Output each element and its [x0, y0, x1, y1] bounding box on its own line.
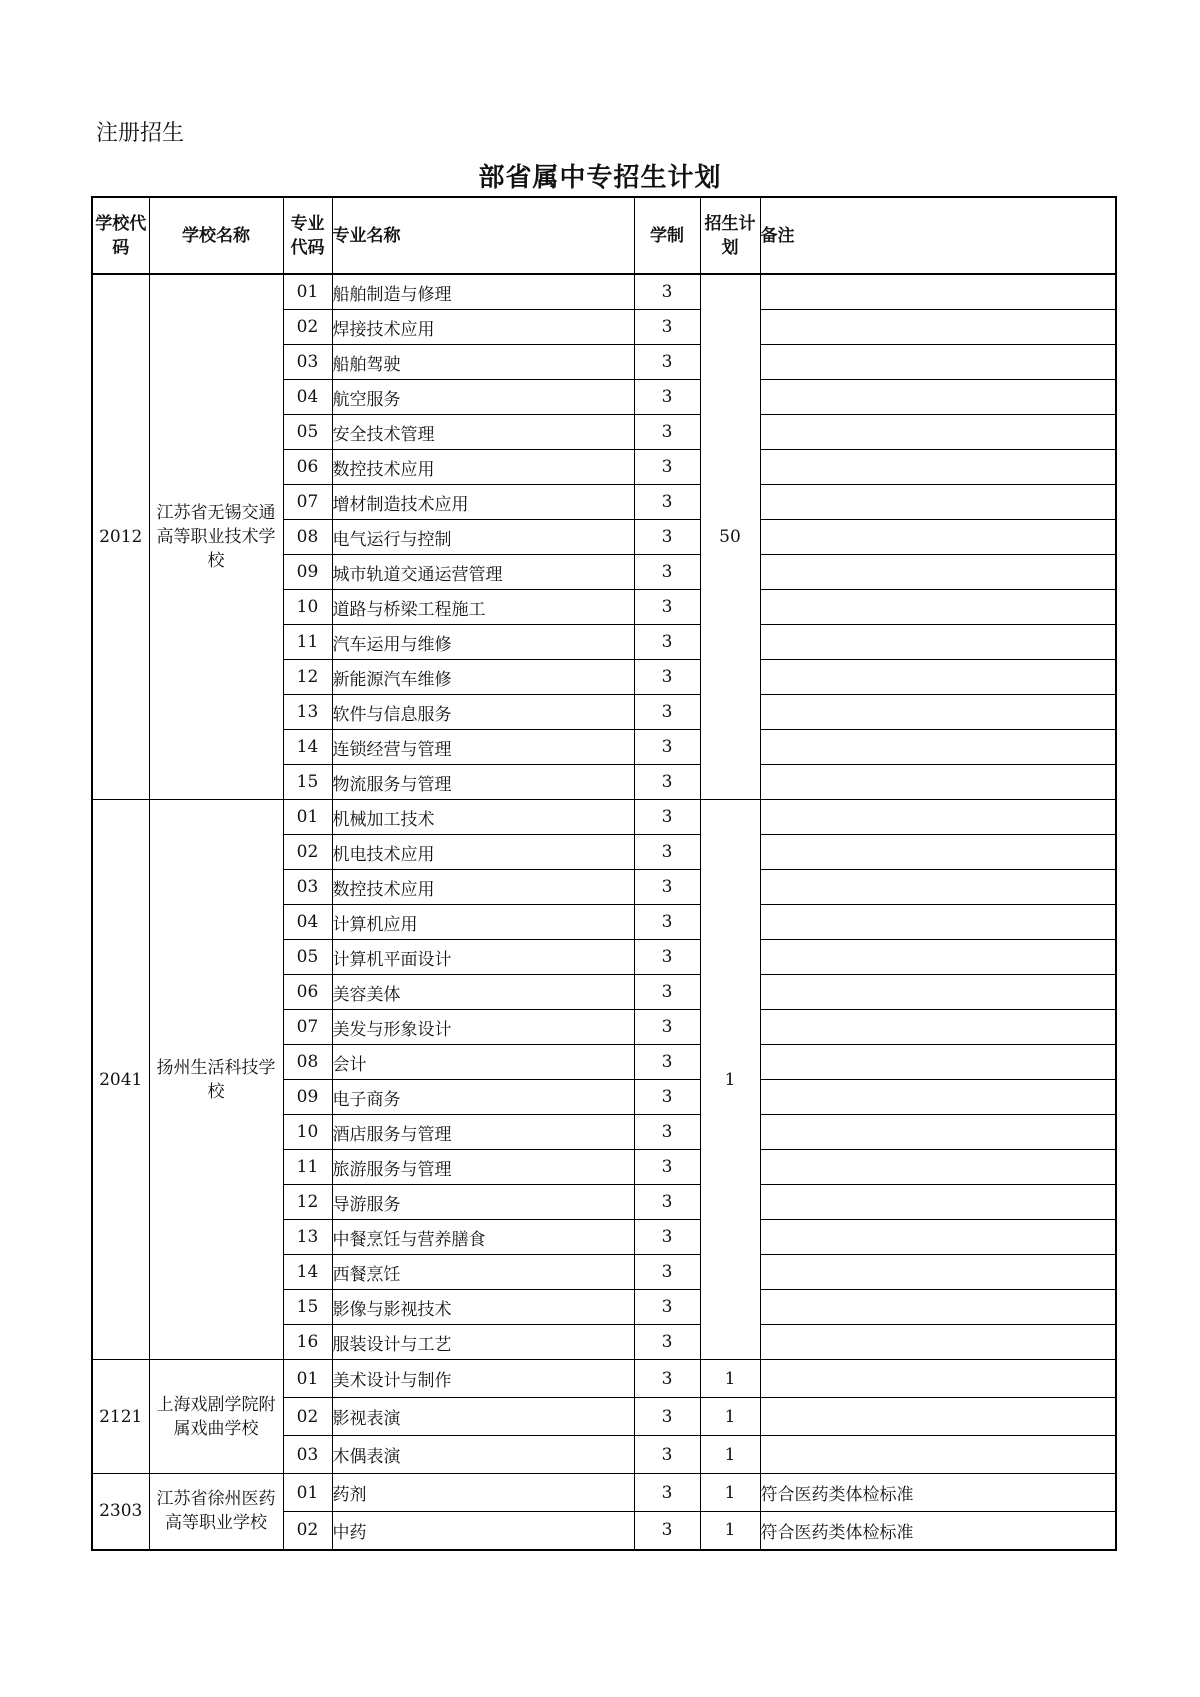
- major-code: 08: [283, 520, 332, 555]
- remark: [760, 905, 1116, 940]
- major-code: 08: [283, 1045, 332, 1080]
- major-code: 02: [283, 1398, 332, 1436]
- header-plan-label: 招生计划: [704, 213, 756, 258]
- remark: [760, 274, 1116, 310]
- header-major-name-label: 专业名称: [332, 225, 401, 246]
- study-years: 3: [634, 905, 700, 940]
- study-years: 3: [634, 1325, 700, 1360]
- major-name: 城市轨道交通运营管理: [332, 555, 634, 590]
- header-school-name-label: 学校名称: [182, 225, 250, 246]
- major-name: 会计: [332, 1045, 634, 1080]
- header-major-name: [332, 197, 634, 274]
- major-code: 11: [283, 1150, 332, 1185]
- major-name: 美发与形象设计: [332, 1010, 634, 1045]
- major-code: 13: [283, 695, 332, 730]
- major-name: 航空服务: [332, 380, 634, 415]
- school-code: 2303: [92, 1474, 149, 1550]
- major-name: 影像与影视技术: [332, 1290, 634, 1325]
- study-years: 3: [634, 485, 700, 520]
- major-code: 10: [283, 590, 332, 625]
- study-years: 3: [634, 1474, 700, 1512]
- remark: [760, 765, 1116, 800]
- remark: [760, 870, 1116, 905]
- major-code: 05: [283, 940, 332, 975]
- major-name: 船舶驾驶: [332, 345, 634, 380]
- remark: [760, 1220, 1116, 1255]
- major-code: 09: [283, 555, 332, 590]
- page-label: 注册招生: [96, 121, 185, 146]
- major-code: 02: [283, 1512, 332, 1550]
- study-years: 3: [634, 1220, 700, 1255]
- remark: [760, 625, 1116, 660]
- remark: [760, 1150, 1116, 1185]
- remark: [760, 1185, 1116, 1220]
- remark: [760, 380, 1116, 415]
- header-remark: [760, 197, 1116, 274]
- study-years: 3: [634, 274, 700, 310]
- study-years: 3: [634, 940, 700, 975]
- major-code: 04: [283, 905, 332, 940]
- study-years: 3: [634, 870, 700, 905]
- major-name: 数控技术应用: [332, 450, 634, 485]
- school-name: 江苏省徐州医药高等职业学校: [149, 1474, 283, 1550]
- header-years: [634, 197, 700, 274]
- enrollment-plan: 1: [700, 1436, 760, 1474]
- remark: [760, 485, 1116, 520]
- remark: [760, 1255, 1116, 1290]
- major-name: 安全技术管理: [332, 415, 634, 450]
- study-years: 3: [634, 345, 700, 380]
- study-years: 3: [634, 590, 700, 625]
- major-name: 增材制造技术应用: [332, 485, 634, 520]
- study-years: 3: [634, 310, 700, 345]
- major-code: 15: [283, 1290, 332, 1325]
- study-years: 3: [634, 1398, 700, 1436]
- study-years: 3: [634, 1360, 700, 1398]
- major-name: 电子商务: [332, 1080, 634, 1115]
- enrollment-plan: 1: [700, 1474, 760, 1512]
- remark: [760, 800, 1116, 835]
- study-years: 3: [634, 450, 700, 485]
- school-code: 2041: [92, 800, 149, 1360]
- remark: 符合医药类体检标准: [760, 1512, 1116, 1550]
- major-name: 中药: [332, 1512, 634, 1550]
- enrollment-plan: 1: [700, 1398, 760, 1436]
- major-code: 11: [283, 625, 332, 660]
- major-code: 06: [283, 975, 332, 1010]
- major-name: 焊接技术应用: [332, 310, 634, 345]
- enrollment-plan: 1: [700, 1360, 760, 1398]
- header-years-label: 学制: [650, 225, 684, 246]
- major-code: 01: [283, 274, 332, 310]
- study-years: 3: [634, 975, 700, 1010]
- remark: [760, 1115, 1116, 1150]
- table-row: [92, 800, 1116, 835]
- major-code: 14: [283, 1255, 332, 1290]
- major-code: 16: [283, 1325, 332, 1360]
- major-name: 汽车运用与维修: [332, 625, 634, 660]
- major-code: 01: [283, 1474, 332, 1512]
- study-years: 3: [634, 1010, 700, 1045]
- remark: [760, 730, 1116, 765]
- study-years: 3: [634, 1045, 700, 1080]
- study-years: 3: [634, 1080, 700, 1115]
- study-years: 3: [634, 555, 700, 590]
- major-name: 导游服务: [332, 1185, 634, 1220]
- remark: [760, 345, 1116, 380]
- major-name: 计算机平面设计: [332, 940, 634, 975]
- school-name: 江苏省无锡交通高等职业技术学校: [149, 274, 283, 800]
- study-years: 3: [634, 1150, 700, 1185]
- study-years: 3: [634, 1115, 700, 1150]
- remark: [760, 520, 1116, 555]
- major-name: 电气运行与控制: [332, 520, 634, 555]
- major-name: 机械加工技术: [332, 800, 634, 835]
- major-code: 05: [283, 415, 332, 450]
- remark: [760, 415, 1116, 450]
- major-code: 01: [283, 800, 332, 835]
- enrollment-plan: 1: [700, 800, 760, 1360]
- header-school-code-label: 学校代码: [95, 213, 147, 258]
- school-name: 扬州生活科技学校: [149, 800, 283, 1360]
- study-years: 3: [634, 730, 700, 765]
- remark: [760, 1290, 1116, 1325]
- major-code: 02: [283, 835, 332, 870]
- major-code: 07: [283, 485, 332, 520]
- remark: [760, 660, 1116, 695]
- study-years: 3: [634, 625, 700, 660]
- table-row: [92, 1360, 1116, 1398]
- table-row: [92, 1474, 1116, 1512]
- major-code: 01: [283, 1360, 332, 1398]
- remark: [760, 1080, 1116, 1115]
- major-name: 美容美体: [332, 975, 634, 1010]
- remark: [760, 1045, 1116, 1080]
- remark: [760, 835, 1116, 870]
- major-code: 03: [283, 870, 332, 905]
- remark: [760, 940, 1116, 975]
- major-name: 连锁经营与管理: [332, 730, 634, 765]
- major-code: 09: [283, 1080, 332, 1115]
- major-name: 软件与信息服务: [332, 695, 634, 730]
- study-years: 3: [634, 1512, 700, 1550]
- table-row: [92, 274, 1116, 310]
- major-code: 14: [283, 730, 332, 765]
- header-school-name: [149, 197, 283, 274]
- major-code: 10: [283, 1115, 332, 1150]
- header-remark-label: 备注: [760, 225, 795, 246]
- major-name: 酒店服务与管理: [332, 1115, 634, 1150]
- study-years: 3: [634, 1436, 700, 1474]
- major-code: 02: [283, 310, 332, 345]
- remark: 符合医药类体检标准: [760, 1474, 1116, 1512]
- remark: [760, 590, 1116, 625]
- major-code: 04: [283, 380, 332, 415]
- remark: [760, 555, 1116, 590]
- study-years: 3: [634, 800, 700, 835]
- study-years: 3: [634, 765, 700, 800]
- remark: [760, 450, 1116, 485]
- study-years: 3: [634, 520, 700, 555]
- remark: [760, 310, 1116, 345]
- table-header-row: [92, 197, 1116, 274]
- major-code: 12: [283, 1185, 332, 1220]
- study-years: 3: [634, 660, 700, 695]
- study-years: 3: [634, 1185, 700, 1220]
- major-name: 道路与桥梁工程施工: [332, 590, 634, 625]
- major-name: 机电技术应用: [332, 835, 634, 870]
- major-name: 计算机应用: [332, 905, 634, 940]
- remark: [760, 695, 1116, 730]
- header-major-code: [283, 197, 332, 274]
- major-code: 13: [283, 1220, 332, 1255]
- enrollment-plan: 50: [700, 274, 760, 800]
- major-name: 服装设计与工艺: [332, 1325, 634, 1360]
- major-name: 美术设计与制作: [332, 1360, 634, 1398]
- major-name: 中餐烹饪与营养膳食: [332, 1220, 634, 1255]
- major-code: 12: [283, 660, 332, 695]
- major-name: 木偶表演: [332, 1436, 634, 1474]
- major-name: 药剂: [332, 1474, 634, 1512]
- enrollment-plan: 1: [700, 1512, 760, 1550]
- table-body: [92, 274, 1116, 1550]
- major-code: 07: [283, 1010, 332, 1045]
- remark: [760, 1436, 1116, 1474]
- major-code: 06: [283, 450, 332, 485]
- study-years: 3: [634, 415, 700, 450]
- remark: [760, 1325, 1116, 1360]
- header-plan: [700, 197, 760, 274]
- remark: [760, 1360, 1116, 1398]
- major-name: 船舶制造与修理: [332, 274, 634, 310]
- study-years: 3: [634, 380, 700, 415]
- study-years: 3: [634, 695, 700, 730]
- major-name: 旅游服务与管理: [332, 1150, 634, 1185]
- major-name: 物流服务与管理: [332, 765, 634, 800]
- header-major-code-label: 专业代码: [290, 213, 325, 258]
- remark: [760, 975, 1116, 1010]
- major-code: 15: [283, 765, 332, 800]
- major-code: 03: [283, 1436, 332, 1474]
- enrollment-plan-table: [91, 196, 1117, 1551]
- study-years: 3: [634, 835, 700, 870]
- major-name: 新能源汽车维修: [332, 660, 634, 695]
- remark: [760, 1398, 1116, 1436]
- school-code: 2121: [92, 1360, 149, 1474]
- document-title: 部省属中专招生计划: [478, 163, 722, 193]
- study-years: 3: [634, 1255, 700, 1290]
- major-name: 西餐烹饪: [332, 1255, 634, 1290]
- school-code: 2012: [92, 274, 149, 800]
- remark: [760, 1010, 1116, 1045]
- major-code: 03: [283, 345, 332, 380]
- study-years: 3: [634, 1290, 700, 1325]
- major-name: 影视表演: [332, 1398, 634, 1436]
- major-name: 数控技术应用: [332, 870, 634, 905]
- school-name: 上海戏剧学院附属戏曲学校: [149, 1360, 283, 1474]
- header-school-code: [92, 197, 149, 274]
